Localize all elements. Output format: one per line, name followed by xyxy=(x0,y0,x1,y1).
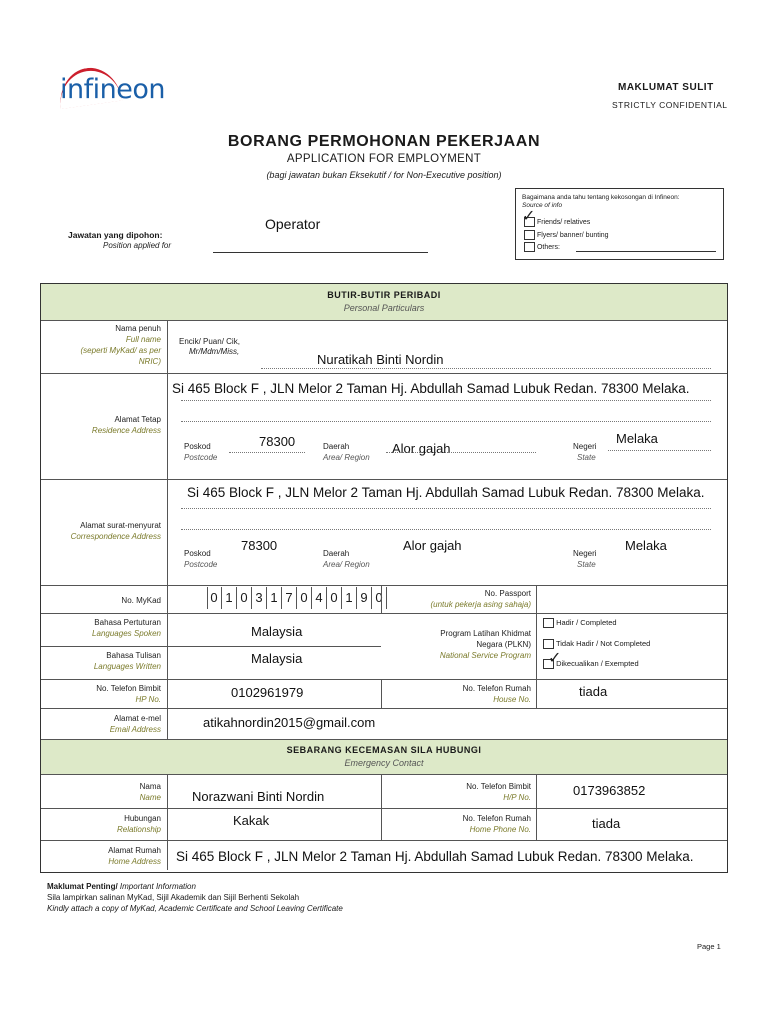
salutation-label: Encik/ Puan/ Cik, xyxy=(179,337,240,346)
spoken-label-en: Languages Spoken xyxy=(92,629,161,638)
divider xyxy=(41,585,727,586)
option-label: Friends/ relatives xyxy=(536,218,591,226)
divider xyxy=(41,613,727,614)
emergency-hp-label-en: H/P No. xyxy=(503,793,531,802)
postcode-label-en: Postcode xyxy=(184,560,218,569)
hp-label: No. Telefon Bimbit xyxy=(96,684,161,693)
email-value[interactable]: atikahnordin2015@gmail.com xyxy=(203,715,376,730)
attach-note-ms: Sila lampirkan salinan MyKad, Sijil Akademik dan Sijil Berhenti Sekolah xyxy=(47,893,300,902)
name-line xyxy=(261,368,711,369)
emergency-header-band xyxy=(41,740,727,774)
plkn-label: Program Latihan Khidmat xyxy=(440,629,531,638)
name-label-note2: NRIC) xyxy=(138,357,161,366)
confidential-ms: MAKLUMAT SULIT xyxy=(618,82,714,93)
emergency-home-value[interactable]: tiada xyxy=(592,816,621,831)
digit-box-edge xyxy=(207,587,208,609)
area-label-en: Area/ Region xyxy=(323,560,370,569)
position-underline xyxy=(213,252,428,253)
home-address-label-en: Home Address xyxy=(108,857,161,866)
option-label: Hadir / Completed xyxy=(556,618,617,627)
mykad-digit[interactable]: 1 xyxy=(267,587,282,609)
option-label: Others: xyxy=(536,243,560,251)
passport-label: No. Passport xyxy=(484,589,531,598)
salutation-label-en: Mr/Mdm/Miss, xyxy=(189,347,240,356)
checkbox[interactable] xyxy=(543,618,554,628)
divider xyxy=(536,585,537,679)
plkn-option-completed[interactable] xyxy=(543,618,617,628)
position-value[interactable]: Operator xyxy=(265,216,321,232)
spoken-label: Bahasa Pertuturan xyxy=(94,618,161,627)
divider xyxy=(41,646,381,647)
email-label: Alamat e-mel xyxy=(113,714,161,723)
position-note: (bagi jawatan bukan Eksekutif / for Non-Executive position) xyxy=(266,170,502,180)
emergency-name-value[interactable]: Norazwani Binti Nordin xyxy=(192,789,325,804)
correspondence-label: Alamat surat-menyurat xyxy=(80,521,161,530)
personal-title: BUTIR-BUTIR PERIBADI xyxy=(327,290,441,300)
name-label-en: Full name xyxy=(125,335,161,344)
plkn-label-en: National Service Program xyxy=(439,651,531,660)
home-phone-label: No. Telefon Rumah xyxy=(462,684,531,693)
email-label-en: Email Address xyxy=(109,725,161,734)
address-line xyxy=(181,400,711,401)
infineon-logo: infineon xyxy=(60,74,165,105)
divider xyxy=(381,774,382,840)
emergency-address-value[interactable]: Si 465 Block F , JLN Melor 2 Taman Hj. Abdullah Samad Lubuk Redan. 78300 Melaka. xyxy=(176,849,694,864)
checkbox[interactable] xyxy=(524,230,535,240)
page-subtitle: APPLICATION FOR EMPLOYMENT xyxy=(286,153,482,165)
emergency-subtitle: Emergency Contact xyxy=(344,758,424,768)
source-label-en: Source of info xyxy=(522,202,563,209)
relationship-value[interactable]: Kakak xyxy=(233,813,270,828)
divider xyxy=(41,708,727,709)
emergency-hp-value[interactable]: 0173963852 xyxy=(573,783,646,798)
residence-label-en: Residence Address xyxy=(91,426,161,435)
relationship-label-en: Relationship xyxy=(116,825,161,834)
emergency-home-label-en: Home Phone No. xyxy=(469,825,531,834)
important-info-label: Maklumat Penting/ xyxy=(47,882,118,891)
area-line xyxy=(386,452,536,453)
page-title: BORANG PERMOHONAN PEKERJAAN xyxy=(227,133,541,150)
attach-note-en: Kindly attach a copy of MyKad, Academic Certificate and School Leaving Certificate xyxy=(47,904,343,913)
mykad-digit[interactable]: 0 xyxy=(237,587,252,609)
correspondence-label-en: Correspondence Address xyxy=(70,532,161,541)
address-line xyxy=(181,529,711,530)
postcode-line xyxy=(229,452,305,453)
mykad-digit[interactable]: 1 xyxy=(222,587,237,609)
emergency-name-label-en: Name xyxy=(139,793,161,802)
area-label-en: Area/ Region xyxy=(323,453,370,462)
relationship-label: Hubungan xyxy=(124,814,161,823)
emergency-hp-label: No. Telefon Bimbit xyxy=(466,782,531,791)
postcode-label: Poskod xyxy=(184,549,211,558)
correspondence-postcode-value[interactable]: 78300 xyxy=(241,538,278,553)
source-option-others[interactable] xyxy=(524,242,560,252)
name-label-note: (seperti MyKad/ as per xyxy=(80,346,161,355)
residence-address-value[interactable]: Si 465 Block F , JLN Melor 2 Taman Hj. Abdullah Samad Lubuk Redan. 78300 Melaka. xyxy=(172,381,690,396)
option-label: Dikecualikan / Exempted xyxy=(556,659,639,668)
source-option-flyers[interactable] xyxy=(524,230,609,240)
residence-label: Alamat Tetap xyxy=(114,415,161,424)
mykad-digit[interactable]: 0 xyxy=(207,587,222,609)
correspondence-state-value[interactable]: Melaka xyxy=(625,538,667,553)
application-form xyxy=(40,283,728,873)
divider xyxy=(41,479,727,480)
home-address-label: Alamat Rumah xyxy=(108,846,161,855)
home-phone-label-en: House No. xyxy=(493,695,531,704)
plkn-label-2: Negara (PLKN) xyxy=(476,640,531,649)
mykad-digit[interactable]: 9 xyxy=(357,587,372,609)
source-info-box xyxy=(515,188,724,260)
address-line xyxy=(181,508,711,509)
important-info xyxy=(47,882,196,891)
hp-value[interactable]: 0102961979 xyxy=(231,685,304,700)
important-info-label-en: Important Information xyxy=(119,882,196,891)
home-phone-value[interactable]: tiada xyxy=(579,684,608,699)
emergency-title: SEBARANG KECEMASAN SILA HUBUNGI xyxy=(286,745,482,755)
state-label-en: State xyxy=(577,560,596,569)
mykad-label: No. MyKad xyxy=(121,596,161,605)
divider xyxy=(381,585,382,613)
emergency-home-label: No. Telefon Rumah xyxy=(462,814,531,823)
postcode-label-en: Postcode xyxy=(184,453,218,462)
position-label: Jawatan yang dipohon: xyxy=(68,230,163,240)
passport-label-en: (untuk pekerja asing sahaja) xyxy=(430,600,531,609)
written-label-en: Languages Written xyxy=(93,662,161,671)
written-label: Bahasa Tulisan xyxy=(106,651,161,660)
residence-postcode-value[interactable]: 78300 xyxy=(259,434,296,449)
check-mark-icon: ✓ xyxy=(522,208,536,225)
mykad-digit[interactable]: 0 xyxy=(372,587,387,609)
mykad-digit[interactable]: 7 xyxy=(282,587,297,609)
divider xyxy=(41,774,727,775)
personal-subtitle: Personal Particulars xyxy=(343,303,425,313)
area-label: Daerah xyxy=(323,442,350,451)
correspondence-address-value[interactable]: Si 465 Block F , JLN Melor 2 Taman Hj. Abdullah Samad Lubuk Redan. 78300 Melaka. xyxy=(187,485,705,500)
emergency-name-label: Nama xyxy=(139,782,161,791)
checkbox[interactable] xyxy=(524,242,535,252)
personal-header-band xyxy=(41,284,727,320)
confidential-en: STRICTLY CONFIDENTIAL xyxy=(612,100,728,110)
mykad-digits[interactable] xyxy=(167,587,382,611)
full-name-value[interactable]: Nuratikah Binti Nordin xyxy=(317,352,444,367)
correspondence-area-value[interactable]: Alor gajah xyxy=(403,538,462,553)
state-label-en: State xyxy=(577,453,596,462)
hp-label-en: HP No. xyxy=(135,695,161,704)
mykad-digit[interactable]: 1 xyxy=(342,587,357,609)
others-line xyxy=(576,251,716,252)
divider xyxy=(41,320,727,321)
option-label: Flyers/ banner/ bunting xyxy=(536,231,609,239)
source-label: Bagaimana anda tahu tentang kekosongan di Infineon: xyxy=(522,194,680,201)
written-value[interactable]: Malaysia xyxy=(251,651,303,666)
residence-state-value[interactable]: Melaka xyxy=(616,431,658,446)
page-number: Page 1 xyxy=(697,942,721,951)
name-label: Nama penuh xyxy=(115,324,161,333)
mykad-digit[interactable]: 0 xyxy=(297,587,312,609)
mykad-digit[interactable]: 3 xyxy=(252,587,267,609)
divider xyxy=(41,679,727,680)
divider xyxy=(536,679,537,708)
postcode-label: Poskod xyxy=(184,442,211,451)
mykad-digit[interactable]: 0 xyxy=(327,587,342,609)
divider xyxy=(41,373,727,374)
address-line xyxy=(181,421,711,422)
spoken-value[interactable]: Malaysia xyxy=(251,624,303,639)
option-label: Tidak Hadir / Not Completed xyxy=(555,639,651,648)
divider xyxy=(41,808,727,809)
residence-area-value[interactable]: Alor gajah xyxy=(392,441,451,456)
state-line xyxy=(608,450,711,451)
position-label-en: Position applied for xyxy=(103,241,172,250)
state-label: Negeri xyxy=(573,549,597,558)
area-label: Daerah xyxy=(323,549,350,558)
divider xyxy=(381,679,382,708)
mykad-digit[interactable]: 4 xyxy=(312,587,327,609)
state-label: Negeri xyxy=(573,442,597,451)
divider xyxy=(536,774,537,840)
divider xyxy=(41,840,727,841)
check-mark-icon: ✓ xyxy=(548,650,562,667)
